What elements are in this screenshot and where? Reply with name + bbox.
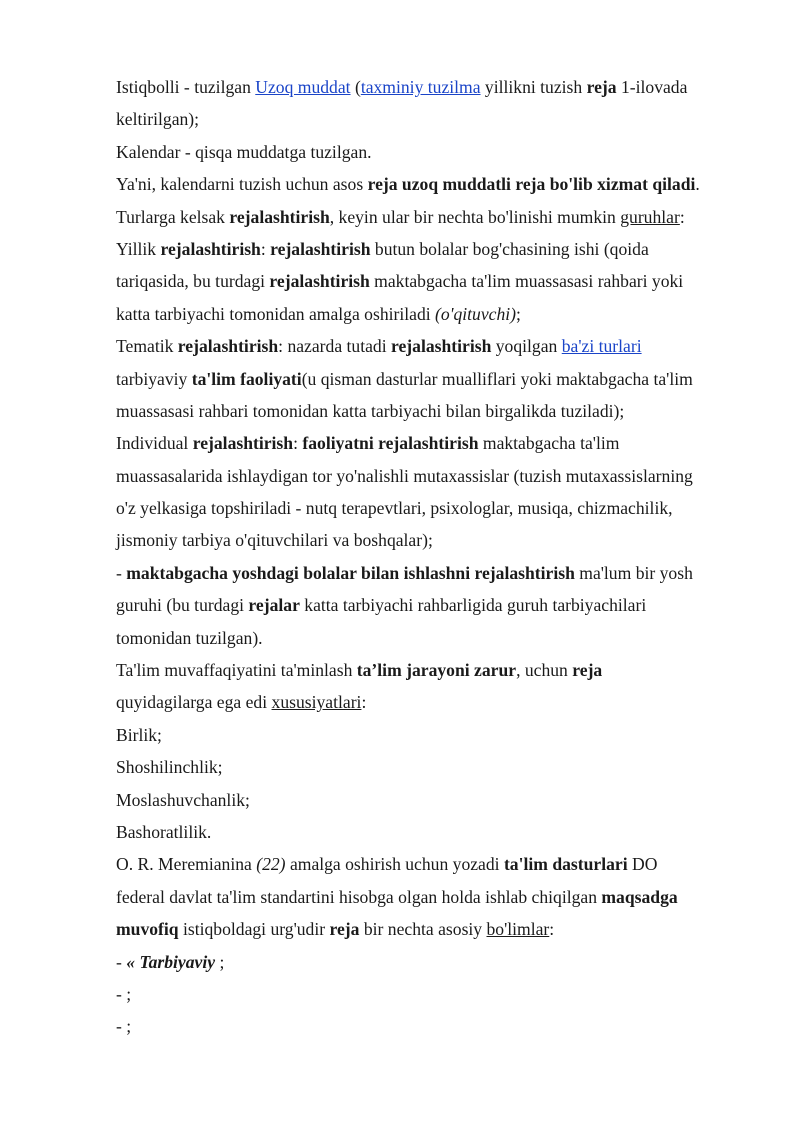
paragraph-line: [116, 492, 756, 524]
bold-text: rejalashtirish: [391, 336, 492, 357]
text: o'z yelkasiga topshiriladi - nutq terapevtlari, psixologlar, musiqa, chizmachilik,: [116, 498, 673, 519]
text: ;: [215, 951, 225, 972]
paragraph-line: [116, 233, 756, 265]
text: :: [260, 238, 271, 259]
text: : nazarda tutadi: [278, 336, 391, 357]
bold-text: rejalar: [248, 595, 300, 616]
italic-text: (o'qituvchi): [435, 303, 516, 324]
paragraph-line: [116, 168, 756, 200]
bold-italic-text: « Tarbiyaviy: [126, 951, 216, 972]
paragraph-line: [116, 265, 756, 297]
text: 1-ilovada: [616, 77, 688, 97]
text: federal davlat ta'lim standartini hisobga olgan holda ishlab chiqilgan: [116, 886, 602, 907]
text: DO: [627, 854, 658, 875]
link-taxminiy-tuzilma[interactable]: taxminiy tuzilma: [360, 77, 481, 97]
text: Ya'ni, kalendarni tuzish uchun asos: [116, 174, 368, 195]
text: butun bolalar bog'chasining ishi (qoida: [370, 238, 649, 259]
paragraph-line: [116, 103, 756, 135]
text: :: [361, 692, 367, 713]
text: , uchun: [516, 660, 573, 681]
paragraph-line: [116, 201, 756, 233]
text: Istiqbolli - tuzilgan: [116, 77, 256, 97]
paragraph-line: [116, 978, 756, 1010]
bold-text: ta'lim dasturlari: [503, 854, 628, 875]
paragraph-line: [116, 427, 756, 459]
text: (u qisman dasturlar mualliflari yoki maktabgacha ta'lim: [301, 368, 693, 389]
text: guruhi (bu turdagi: [116, 595, 249, 616]
paragraph-line: [116, 363, 756, 395]
bold-text: reja: [329, 919, 360, 940]
text: jismoniy tarbiya o'qituvchilari va boshqalar);: [116, 530, 433, 551]
paragraph-line: [116, 654, 756, 686]
paragraph-line: [116, 395, 756, 427]
bold-text: rejalashtirish: [269, 271, 370, 292]
bold-text: faoliyatni rejalashtirish: [302, 433, 479, 454]
paragraph-line: [116, 622, 756, 654]
text: Ta'lim muvaffaqiyatini ta'minlash: [116, 660, 357, 681]
text: Individual: [116, 433, 193, 454]
text: keltirilgan);: [116, 109, 200, 130]
text: maktabgacha ta'lim: [478, 433, 620, 454]
paragraph-line: [116, 330, 756, 362]
text: -: [116, 951, 127, 972]
text: - ;: [116, 1016, 132, 1037]
bold-text: rejalashtirish: [177, 336, 279, 357]
text: istiqboldagi urg'udir: [178, 919, 330, 940]
text: (: [350, 77, 361, 97]
text: maktabgacha ta'lim muassasasi rahbari yoki: [369, 271, 684, 292]
bold-text: maktabgacha yoshdagi bolalar bilan ishlashni rejalashtirish: [126, 562, 575, 583]
text: ;: [516, 303, 521, 324]
text: Turlarga kelsak: [116, 206, 230, 227]
bold-text: ta'lim faoliyati: [191, 368, 302, 389]
text: - ;: [116, 983, 132, 1004]
text: bir nechta asosiy: [359, 919, 487, 940]
text: Kalendar - qisqa muddatga tuzilgan.: [116, 141, 372, 162]
bold-text: rejalashtirish: [229, 206, 330, 227]
link-bazi-turlari[interactable]: ba'zi turlari: [561, 336, 642, 357]
text: Shoshilinchlik;: [116, 757, 223, 778]
text: -: [116, 562, 127, 583]
list-item: [116, 751, 756, 783]
text: muassasalarida ishlaydigan tor yo'nalishli mutaxassislar (tuzish mutaxassislarning: [116, 465, 693, 486]
paragraph-line: [116, 848, 756, 880]
bold-text: reja: [572, 660, 603, 681]
italic-text: (22): [256, 854, 286, 875]
paragraph-line: [116, 946, 756, 978]
text: tarbiyaviy: [116, 368, 192, 389]
link-uzoq-muddat[interactable]: Uzoq muddat: [255, 77, 351, 97]
paragraph-line: [116, 589, 756, 621]
paragraph-line: [116, 1010, 756, 1042]
text: :: [549, 919, 555, 940]
text: katta tarbiyachi tomonidan amalga oshiriladi: [116, 303, 436, 324]
bold-text: rejalashtirish: [270, 238, 371, 259]
paragraph-line: [116, 524, 756, 556]
list-item: [116, 816, 756, 848]
bold-text: maqsadga: [601, 886, 678, 907]
paragraph-line: [116, 557, 756, 589]
text: Moslashuvchanlik;: [116, 789, 250, 810]
paragraph-line: [116, 913, 756, 945]
paragraph-line: [116, 686, 756, 718]
underlined-text: xususiyatlari: [271, 692, 362, 713]
underlined-text: guruhlar: [620, 206, 680, 227]
paragraph-line: [116, 136, 756, 168]
text: ma'lum bir yosh: [574, 562, 693, 583]
text: muassasasi rahbari tomonidan katta tarbiyachi bilan birgalikda tuziladi);: [116, 400, 625, 421]
text: amalga oshirish uchun yozadi: [285, 854, 504, 875]
bold-text: rejalashtirish: [160, 238, 261, 259]
list-item: [116, 719, 756, 751]
paragraph-line: [116, 71, 756, 103]
text: O. R. Meremianina: [116, 854, 257, 875]
paragraph-line: [116, 298, 756, 330]
text: katta tarbiyachi rahbarligida guruh tarbiyachilari: [299, 595, 647, 616]
bold-text: muvofiq: [116, 919, 179, 940]
underlined-text: bo'limlar: [486, 919, 550, 940]
text: Bashoratlilik.: [116, 821, 212, 842]
text: yoqilgan: [491, 336, 562, 357]
text: :: [293, 433, 303, 454]
paragraph-line: [116, 460, 756, 492]
bold-text: reja uzoq muddatli reja bo'lib xizmat qiladi: [367, 174, 696, 195]
text: tariqasida, bu turdagi: [116, 271, 270, 292]
text: Yillik: [116, 238, 161, 259]
text: Birlik;: [116, 724, 162, 745]
text: tomonidan tuzilgan).: [116, 627, 263, 648]
list-item: [116, 784, 756, 816]
text: Tematik: [116, 336, 178, 357]
bold-text: reja: [586, 77, 617, 97]
text: quyidagilarga ega edi: [116, 692, 272, 713]
text: :: [679, 206, 685, 227]
document-page: [116, 71, 756, 1043]
text: .: [695, 174, 700, 195]
text: yillikni tuzish: [480, 77, 587, 97]
paragraph-line: [116, 881, 756, 913]
bold-text: ta’lim jarayoni zarur: [356, 660, 517, 681]
text: , keyin ular bir nechta bo'linishi mumkin: [329, 206, 621, 227]
bold-text: rejalashtirish: [192, 433, 294, 454]
